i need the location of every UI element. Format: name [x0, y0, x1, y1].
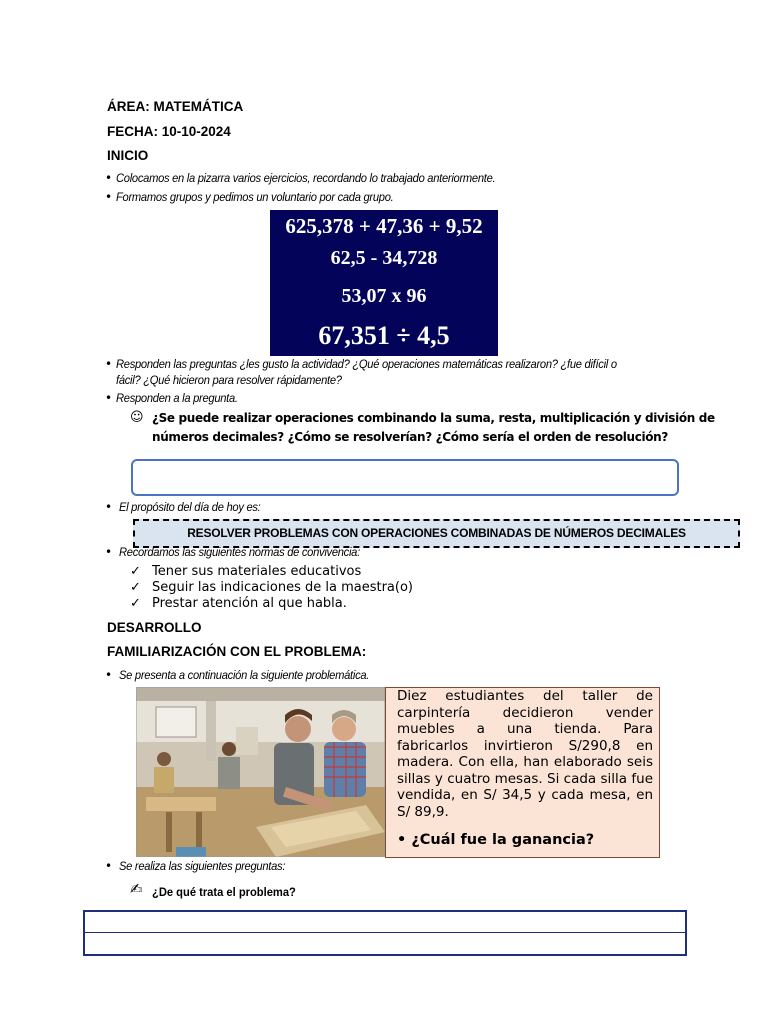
operation-1: 625,378 + 47,36 + 9,52 [285, 214, 483, 238]
desarrollo-heading: DESARROLLO [107, 620, 202, 635]
norms-intro: Recordamos las siguientes normas de convivencia: [119, 545, 360, 559]
bullet-icon: • [105, 190, 113, 204]
operation-4: 67,351 ÷ 4,5 [318, 321, 450, 350]
bullet-icon: • [105, 391, 113, 405]
bullet-icon: • [105, 171, 113, 185]
purpose-intro: El propósito del día de hoy es: [119, 500, 261, 514]
area-heading: ÁREA: MATEMÁTICA [107, 99, 244, 114]
familiarizacion-heading: FAMILIARIZACIÓN CON EL PROBLEMA: [107, 644, 367, 659]
norm-label: Seguir las indicaciones de la maestra(o) [152, 580, 413, 595]
norm-label: Tener sus materiales educativos [152, 564, 362, 579]
problem-question: • ¿Cuál fue la ganancia? [397, 832, 595, 848]
date-heading: FECHA: 10-10-2024 [107, 124, 231, 139]
follow-up-intro: Se realiza las siguientes preguntas: [119, 859, 286, 873]
inicio-item-1: Colocamos en la pizarra varios ejercicios, recordando lo trabajado anteriormente. [116, 171, 496, 185]
purpose-banner: RESOLVER PROBLEMAS CON OPERACIONES COMBINADAS DE NÚMEROS DECIMALES [133, 519, 740, 548]
inicio-heading: INICIO [107, 148, 149, 163]
key-question-line-1: ¿Se puede realizar operaciones combinando la suma, resta, multiplicación y división de [152, 411, 715, 425]
answer-table[interactable] [83, 910, 687, 956]
follow-up-question: ¿De qué trata el problema? [152, 885, 296, 899]
key-question-line-2: números decimales? ¿Cómo se resolverían? ¿Cómo sería el orden de resolución? [152, 430, 668, 444]
responden-line-1: Responden las preguntas ¿les gusto la actividad? ¿Qué operaciones matemáticas realizaron? ¿fue difícil o [116, 357, 617, 371]
inicio-item-2: Formamos grupos y pedimos un voluntario por cada grupo. [116, 190, 394, 204]
answer-box[interactable] [131, 459, 679, 496]
check-icon: ✓ [130, 580, 141, 595]
bullet-icon: • [105, 357, 113, 371]
responden-line-2: fácil? ¿Qué hicieron para resolver rápidamente? [116, 373, 342, 387]
smiley-icon: ☺ [130, 410, 144, 425]
norm-item [130, 564, 361, 579]
norm-item [130, 580, 413, 595]
bullet-icon: • [105, 545, 113, 559]
norm-label: Prestar atención al que habla. [152, 596, 347, 611]
responden-pregunta: Responden a la pregunta. [116, 391, 238, 405]
norm-item [130, 596, 347, 611]
answer-row[interactable] [85, 912, 685, 933]
problem-box [385, 687, 660, 858]
bullet-icon: • [105, 859, 113, 873]
bullet-icon: • [105, 668, 113, 682]
operations-board [270, 210, 498, 356]
writing-hand-icon: ✍ [130, 880, 143, 898]
workshop-photo [136, 687, 385, 857]
operation-3: 53,07 x 96 [341, 285, 427, 307]
desarrollo-intro: Se presenta a continuación la siguiente problemática. [119, 668, 370, 682]
operation-2: 62,5 - 34,728 [330, 247, 438, 269]
check-icon: ✓ [130, 596, 141, 611]
problem-text: Diez estudiantes del taller de carpintería decidieron vender muebles a una tienda. Para fabricarlos invirtieron S/290,8 en madera. Con ella, han elaborado seis sillas y cuatro mesas. Si cada silla fue vendida, en S/ 34,5 y cada mesa, en S/ 89,9. [397, 688, 653, 820]
check-icon: ✓ [130, 564, 141, 579]
bullet-icon: • [105, 500, 113, 514]
